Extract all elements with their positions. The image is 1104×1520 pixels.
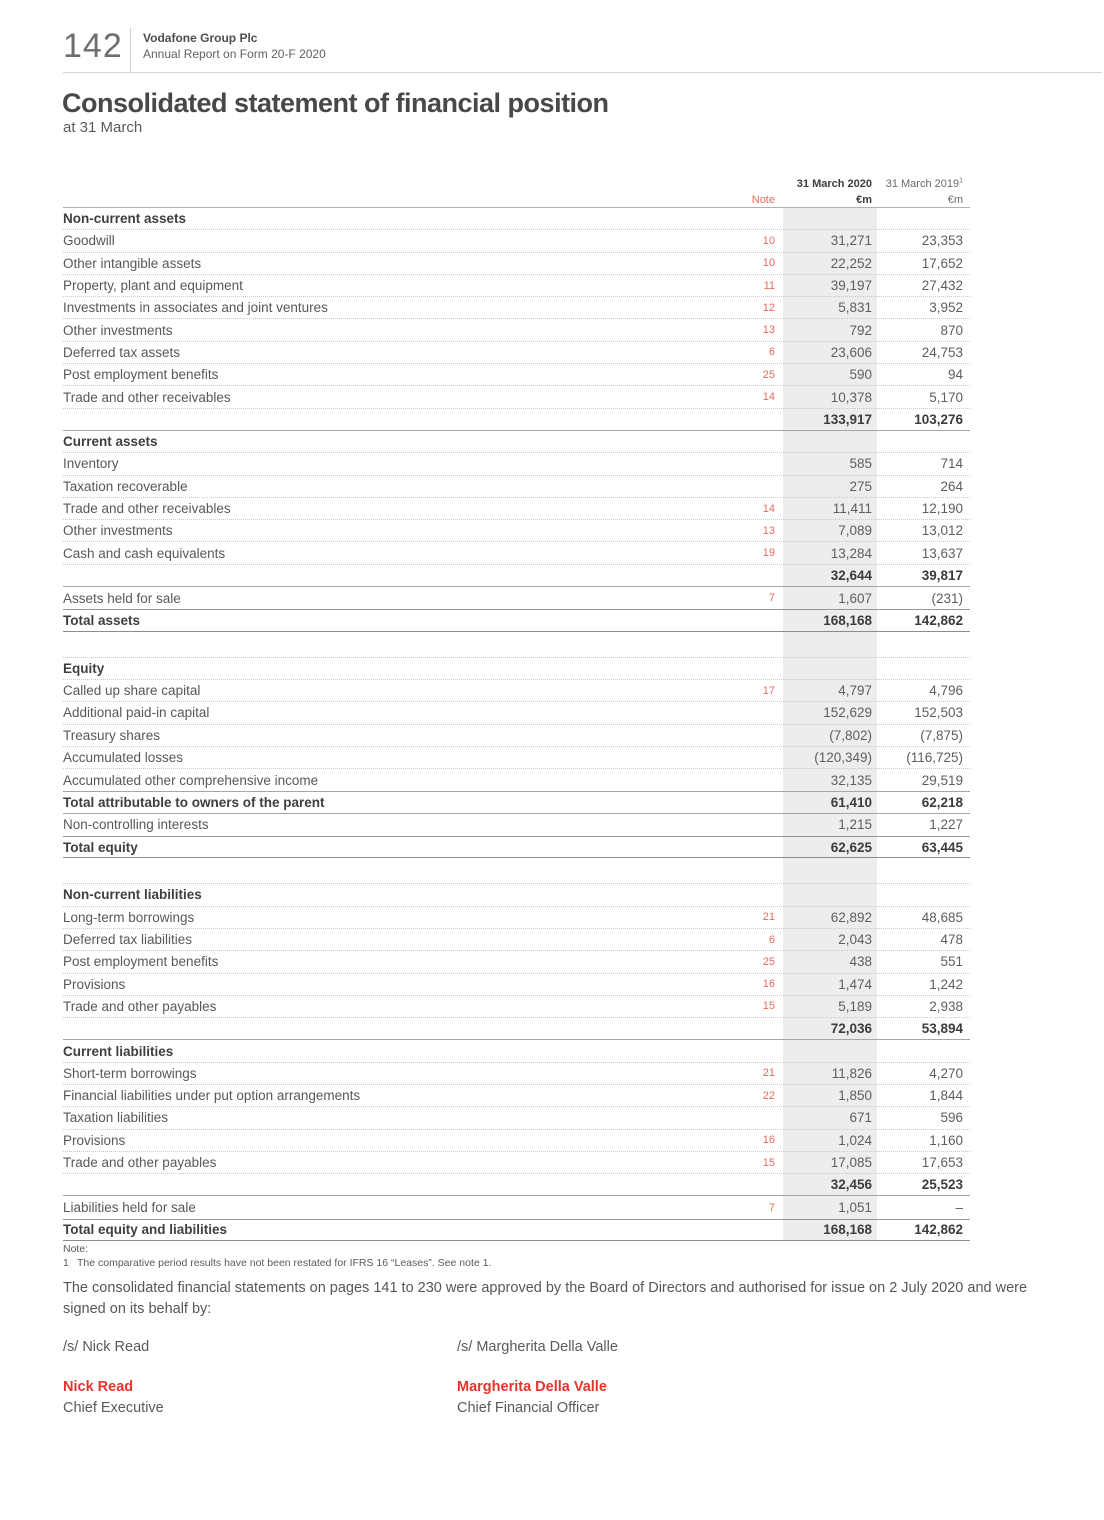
row-note: 19 [762,547,775,560]
row-value-2019: 2,938 [929,998,963,1014]
row-label: Total equity and liabilities [63,1222,228,1238]
table-row [63,453,970,475]
row-note: 21 [762,911,775,924]
table-row [63,907,970,929]
row-value-2020: 17,085 [830,1155,872,1171]
row-label: Trade and other receivables [63,501,231,516]
table-row [63,476,970,498]
row-value-2020: 1,215 [838,817,872,833]
row-value-2020: 62,892 [830,909,872,925]
column-header-2019: 31 March 2019$^1$ [885,177,963,190]
row-note: 25 [762,955,775,968]
footnote-number: 1 [63,1257,69,1269]
signatory-role-ceo: Chief Executive [63,1400,164,1416]
spacer-row [63,858,970,884]
row-value-2020: 62,625 [830,839,872,855]
row-value-2019: 596 [940,1110,963,1126]
table-row [63,1107,970,1129]
table-row [63,1174,970,1196]
row-note: 6 [768,933,775,946]
row-value-2019: 62,218 [921,795,963,811]
row-value-2019: 478 [940,932,963,948]
row-label: Accumulated other comprehensive income [63,772,319,788]
row-label: Total assets [63,612,141,628]
row-label: Post employment benefits [63,367,219,383]
row-value-2020: 13,284 [830,545,872,561]
row-value-2019: 23,353 [921,233,963,249]
table-row [63,974,970,996]
table-row [63,342,970,364]
row-label: Short-term borrowings [63,1065,197,1081]
row-value-2019: 1,242 [929,976,963,992]
row-value-2019: 94 [947,367,963,383]
row-value-2020: 4,797 [838,683,872,699]
table-row [63,996,970,1018]
table-row [63,319,970,341]
table-row [63,386,970,408]
company-name: Vodafone Group Plc [143,31,258,45]
row-note: 7 [768,592,775,605]
row-value-2020: 2,043 [838,932,872,948]
row-value-2020: 61,410 [830,795,872,811]
row-label: Total equity [63,839,138,855]
row-value-2019: 39,817 [921,567,963,583]
row-value-2019: (116,725) [906,749,963,765]
row-value-2020: 1,607 [838,590,872,606]
row-value-2019: 29,519 [921,772,963,788]
row-note: 11 [763,279,775,292]
footnote-text: The comparative period results have not been restated for IFRS 16 “Leases”. See note 1. [77,1257,492,1269]
row-note: 15 [762,1156,775,1169]
row-note: 14 [762,502,775,515]
table-row [63,702,970,724]
financial-position-table [63,175,970,1241]
row-value-2019: 63,445 [921,839,963,855]
table-row [63,498,970,520]
table-row [63,680,970,702]
row-label: Current assets [63,434,158,450]
row-value-2020: 10,378 [830,389,872,405]
table-header-dates-row [63,175,970,191]
row-note: 22 [762,1089,775,1102]
table-row [63,836,970,858]
row-label: Taxation liabilities [63,1110,169,1126]
row-value-2019: 17,652 [921,255,963,271]
row-value-2020: 5,189 [838,998,872,1014]
row-value-2020: 133,917 [823,411,872,427]
column-header-note: Note [751,194,775,206]
row-value-2019: – [955,1200,963,1216]
row-value-2020: 39,197 [830,278,872,294]
row-value-2020: 11,411 [832,501,872,516]
page-subtitle: at 31 March [63,119,143,136]
row-value-2019: 4,270 [929,1065,963,1081]
row-note: 15 [762,1000,775,1013]
table-row [63,747,970,769]
row-value-2020: 275 [849,478,872,494]
table-row [63,884,970,906]
table-row [63,1196,970,1218]
table-row [63,1219,970,1241]
row-label: Inventory [63,456,119,472]
row-label: Cash and cash equivalents [63,545,226,561]
row-value-2020: 32,135 [830,772,872,788]
row-label: Goodwill [63,233,115,249]
signature-line-cfo: /s/ Margherita Della Valle [457,1339,618,1355]
row-value-2020: 590 [849,367,872,383]
row-label: Non-current assets [63,211,187,227]
row-label: Other intangible assets [63,255,202,271]
row-value-2020: 168,168 [823,1222,872,1238]
row-note: 16 [762,1134,775,1147]
row-note: 17 [762,684,775,697]
row-label: Provisions [63,1132,126,1148]
row-note: 21 [762,1067,775,1080]
table-row [63,1040,970,1062]
row-value-2020: 22,252 [830,255,872,271]
row-label: Total attributable to owners of the parent [63,795,325,811]
row-value-2019: 3,952 [929,300,963,316]
table-row [63,1063,970,1085]
row-value-2020: 32,644 [830,567,872,583]
row-value-2020: 31,271 [830,233,872,249]
row-value-2019: 27,432 [921,278,963,294]
row-note: 16 [762,978,775,991]
row-value-2019: 53,894 [921,1021,963,1037]
table-row [63,587,970,609]
row-value-2020: (7,802) [829,727,872,743]
row-value-2019: 152,503 [914,705,963,721]
row-label: Trade and other payables [63,1155,217,1171]
column-header-2020: 31 March 2020 [796,178,872,190]
table-row [63,208,970,230]
row-value-2020: 1,850 [838,1088,872,1104]
row-value-2019: 551 [940,954,963,970]
table-row [63,791,970,813]
row-note: 13 [762,324,775,337]
header-rule [63,72,1102,73]
row-value-2020: 11,826 [831,1065,872,1081]
page-title: Consolidated statement of financial position [62,88,609,118]
row-label: Deferred tax liabilities [63,932,193,948]
row-value-2020: 792 [849,322,872,338]
row-label: Investments in associates and joint ventures [63,300,328,316]
row-note: 6 [768,346,775,359]
row-value-2019: 142,862 [914,1222,963,1238]
row-label: Trade and other receivables [63,389,231,405]
row-value-2019: 48,685 [921,909,963,925]
row-label: Post employment benefits [63,954,219,970]
row-value-2019: 1,227 [929,817,963,833]
unit-label-2019: €m [947,194,963,206]
row-value-2019: 25,523 [921,1177,963,1193]
row-label: Long-term borrowings [63,909,195,925]
table-row [63,951,970,973]
row-value-2019: 17,653 [921,1155,963,1171]
page-number: 142 [63,27,123,65]
table-row [63,253,970,275]
signatory-name-cfo: Margherita Della Valle [457,1379,607,1395]
table-row [63,1130,970,1152]
row-label: Other investments [63,523,173,539]
row-value-2019: 13,012 [921,523,963,539]
row-value-2020: 438 [849,954,872,970]
row-value-2020: 152,629 [823,705,872,721]
row-label: Other investments [63,322,173,338]
row-note: 12 [762,301,775,314]
table-row [63,520,970,542]
table-row [63,658,970,680]
footnote-marker: 1 [959,177,963,185]
table-row [63,769,970,791]
row-value-2020: 1,024 [838,1132,872,1148]
row-note: 10 [762,257,775,270]
row-note: 10 [762,234,775,247]
row-value-2020: (120,349) [814,749,872,765]
row-value-2019: 264 [940,478,963,494]
row-value-2019: 4,796 [929,683,963,699]
table-row [63,725,970,747]
row-value-2020: 23,606 [830,344,872,360]
table-row [63,814,970,836]
table-row [63,431,970,453]
row-value-2020: 168,168 [823,612,872,628]
row-value-2019: 103,276 [914,411,963,427]
table-row [63,275,970,297]
row-label: Non-controlling interests [63,817,209,833]
table-row [63,230,970,252]
table-header-units-row [63,191,970,207]
table-row [63,542,970,564]
footnote-label: Note: [63,1243,89,1255]
table-row [63,1085,970,1107]
row-value-2019: 870 [940,322,963,338]
row-value-2019: 714 [940,456,963,472]
row-label: Property, plant and equipment [63,278,243,294]
row-value-2019: 13,637 [921,545,963,561]
spacer-row [63,632,970,658]
table-row [63,364,970,386]
row-label: Taxation recoverable [63,478,188,494]
footnote-item [63,1257,491,1270]
approval-statement: The consolidated financial statements on pages 141 to 230 were approved by the Board of Directors and authorised for issue on 2 July 2020 and were signed on its behalf by: [63,1280,1028,1317]
report-name: Annual Report on Form 20-F 2020 [143,47,326,61]
row-value-2020: 1,474 [838,976,872,992]
table-body [63,208,970,1241]
row-value-2020: 1,051 [838,1200,872,1216]
row-label: Treasury shares [63,727,161,743]
row-value-2020: 585 [849,456,872,472]
row-value-2020: 32,456 [830,1177,872,1193]
row-value-2019: 24,753 [921,344,963,360]
row-note: 25 [762,368,775,381]
row-label: Non-current liabilities [63,887,202,903]
row-label: Current liabilities [63,1043,174,1059]
row-value-2020: 7,089 [838,523,872,539]
table-row [63,1152,970,1174]
row-value-2020: 72,036 [830,1021,872,1037]
row-value-2019: 12,190 [921,501,963,516]
row-value-2020: 5,831 [838,300,872,316]
signature-line-ceo: /s/ Nick Read [63,1339,150,1355]
row-value-2019: 142,862 [914,612,963,628]
signatory-role-cfo: Chief Financial Officer [457,1400,600,1416]
row-value-2020: 671 [849,1110,872,1126]
row-label: Called up share capital [63,683,201,699]
row-value-2019: 1,844 [929,1088,963,1104]
row-value-2019: (231) [931,590,963,606]
row-label: Assets held for sale [63,590,181,606]
table-row [63,297,970,319]
table-row [63,565,970,587]
table-header [63,175,970,208]
table-row [63,409,970,431]
row-value-2019: 5,170 [929,389,963,405]
row-label: Trade and other payables [63,998,217,1014]
row-label: Accumulated losses [63,749,184,765]
header-divider [130,28,131,72]
table-row [63,1018,970,1040]
table-row [63,609,970,631]
row-value-2019: 1,160 [929,1132,963,1148]
row-note: 14 [762,391,775,404]
row-note: 7 [768,1201,775,1214]
signatory-name-ceo: Nick Read [63,1379,134,1395]
row-label: Deferred tax assets [63,344,181,360]
row-note: 13 [762,524,775,537]
row-label: Financial liabilities under put option arrangements [63,1088,361,1104]
row-label: Additional paid-in capital [63,705,210,721]
row-label: Liabilities held for sale [63,1200,196,1216]
row-label: Provisions [63,976,126,992]
row-label: Equity [63,660,105,676]
row-value-2019: (7,875) [920,727,963,743]
table-row [63,929,970,951]
unit-label-2020: €m [856,194,872,206]
